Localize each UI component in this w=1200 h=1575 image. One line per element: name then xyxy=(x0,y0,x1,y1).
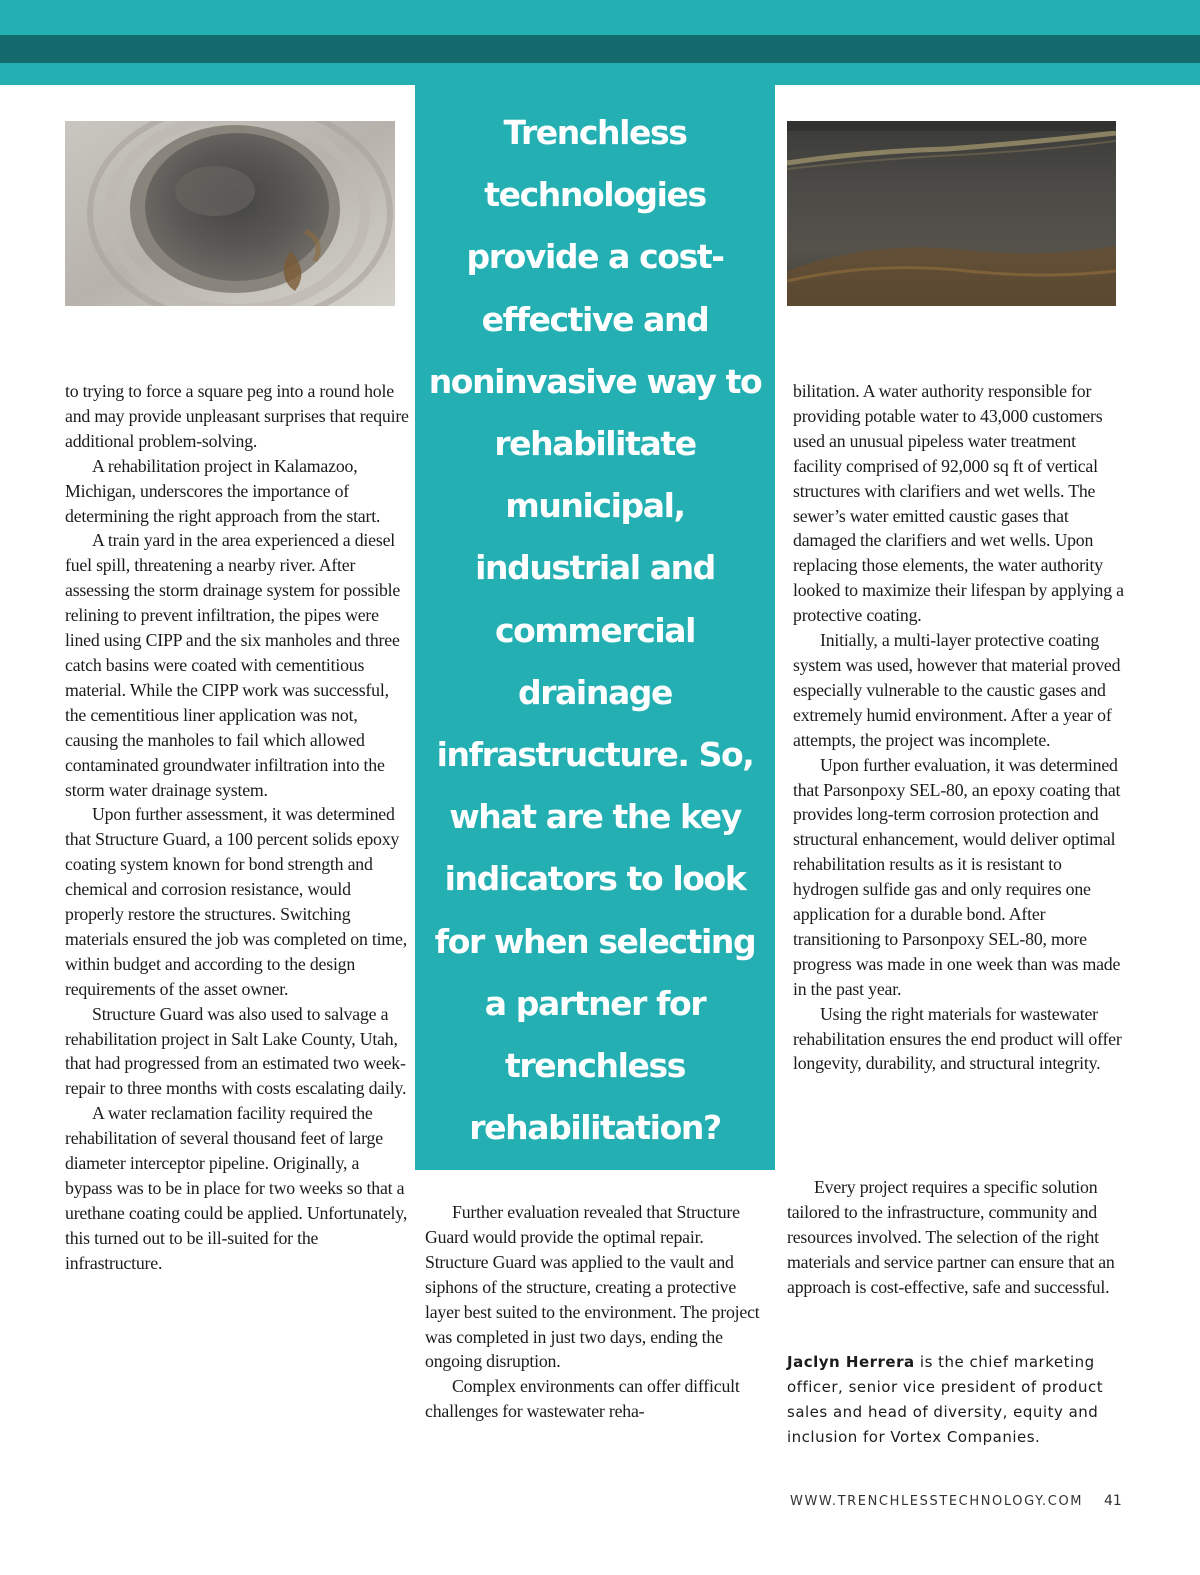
pipe-interior-photo xyxy=(787,121,1116,306)
paragraph: Upon further evaluation, it was determined that Parsonpoxy SEL-80, an epoxy coating that provides long-term corrosion protection and structural enhancement, would deliver optimal rehabilitation results as it is resistant to hydrogen sulfide gas and only requires one application for a durable bond. After transitioning to Parsonpoxy SEL-80, more progress was made in one week than was made in the past year. xyxy=(793,754,1121,999)
article-column-left xyxy=(65,379,410,1276)
pull-quote: Trenchless technologies provide a cost-effective and noninvasive way to rehabilitate municipal, industrial and commercial drainage infrastructure. So, what are the key indicators to look for when selecting a partner for trenchless rehabilitation? xyxy=(428,113,762,1148)
manhole-photo xyxy=(65,121,395,306)
paragraph: bilitation. A water authority responsible for providing potable water to 43,000 customers used an unusual pipeless water treatment facility comprised of 92,000 sq ft of vertical structures with clarifiers and wet wells. The sewer’s water emitted caustic gases that damaged the clarifiers and wet wells. Upon replacing those elements, the water authority looked to maximize their lifespan by applying a protective coating. xyxy=(793,381,1124,626)
article-column-right xyxy=(793,379,1128,1076)
paragraph: Using the right materials for wastewater rehabilitation ensures the end product will offer longevity, durability, and structural integrity. xyxy=(793,1003,1122,1074)
paragraph: A train yard in the area experienced a diesel fuel spill, threatening a nearby river. After assessing the storm drainage system for possible relining to prevent infiltration, the pipes were lined using CIPP and the six manholes and three catch basins were coated with cementitious material. While the CIPP work was successful, the cementitious liner application was not, causing the manholes to fail which allowed contaminated groundwater infiltration into the storm water drainage system. xyxy=(65,530,401,800)
article-column-middle xyxy=(425,1200,760,1424)
page-number: 41 xyxy=(1104,1493,1122,1509)
author-bio xyxy=(787,1350,1127,1450)
paragraph: A water reclamation facility required the rehabilitation of several thousand feet of large diameter interceptor pipeline. Originally, a bypass was to be in place for two weeks so that a urethane coating could be applied. Unfortunately, this turned out to be ill-suited for the infrastructure. xyxy=(65,1103,408,1273)
paragraph: to trying to force a square peg into a round hole and may provide unpleasant surprises that require additional problem-solving. xyxy=(65,381,409,451)
paragraph: Complex environments can offer difficult challenges for wastewater reha- xyxy=(425,1376,740,1422)
author-bio-text: is the chief marketing officer, senior vice president of product sales and head of diversity, equity and inclusion for Vortex Companies. xyxy=(787,1353,1104,1446)
paragraph: Upon further assessment, it was determined that Structure Guard, a 100 percent solids epoxy coating system known for bond strength and chemical and corrosion resistance, would properly restore the structures. Switching materials ensured the job was completed on time, within budget and according to the design requirements of the asset owner. xyxy=(65,804,407,999)
author-name: Jaclyn Herrera xyxy=(787,1353,915,1371)
paragraph: A rehabilitation project in Kalamazoo, Michigan, underscores the importance of determining the right approach from the start. xyxy=(65,455,381,526)
header-band-dark xyxy=(0,35,1200,63)
header-band-top xyxy=(0,0,1200,35)
footer-website-link[interactable]: WWW.TRENCHLESSTECHNOLOGY.COM xyxy=(790,1494,1084,1509)
paragraph: Initially, a multi-layer protective coating system was used, however that material proved especially vulnerable to the caustic gases and extremely humid environment. After a year of attempts, the project was incomplete. xyxy=(793,630,1121,750)
paragraph: Every project requires a specific solution tailored to the infrastructure, community and resources involved. The selection of the right materials and service partner can ensure that an approach is cost-effective, safe and successful. xyxy=(787,1177,1115,1297)
paragraph: Further evaluation revealed that Structure Guard would provide the optimal repair. Structure Guard was applied to the vault and siphons of the structure, creating a protective layer best suited to the environment. The project was completed in just two days, ending the ongoing disruption. xyxy=(425,1202,760,1372)
paragraph: Structure Guard was also used to salvage a rehabilitation project in Salt Lake County, Utah, that had progressed from an estimated two week-repair to three months with costs escalating daily. xyxy=(65,1003,407,1099)
header-band-bottom xyxy=(0,63,1200,85)
article-column-right-closing xyxy=(787,1175,1127,1300)
